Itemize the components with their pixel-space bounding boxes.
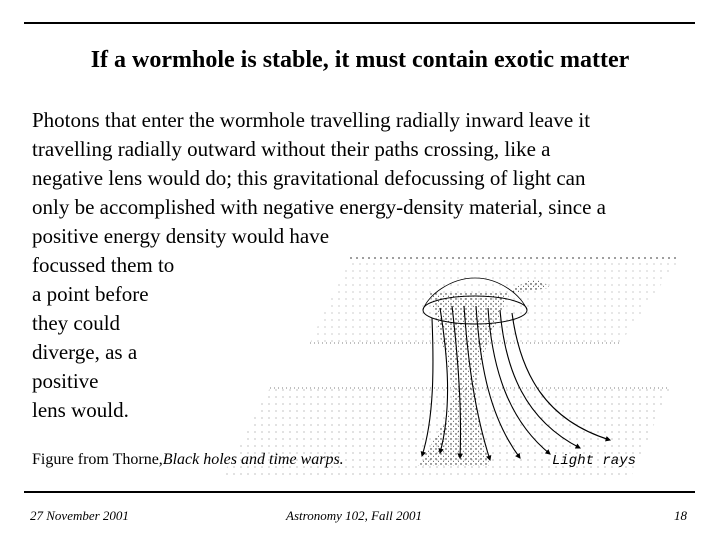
footer-course: Astronomy 102, Fall 2001 xyxy=(286,508,423,523)
body-line-4: only be accomplished with negative energy-density material, since a xyxy=(32,195,607,219)
body-line-9: diverge, as a xyxy=(32,340,138,364)
footer-page-number: 18 xyxy=(674,508,687,523)
body-line-1: Photons that enter the wormhole travelling radially inward leave it xyxy=(32,108,591,132)
body-line-8: they could xyxy=(32,311,121,335)
caption-book-title: Black holes and time warps. xyxy=(162,451,344,468)
body-line-7: a point before xyxy=(32,282,149,306)
body-line-2: travelling radially outward without their paths crossing, like a xyxy=(32,137,551,161)
footer-date: 27 November 2001 xyxy=(30,508,129,523)
slide-title: If a wormhole is stable, it must contain exotic matter xyxy=(90,47,630,73)
body-line-6: focussed them to xyxy=(32,253,175,277)
figure-caption xyxy=(32,450,344,470)
top-rule xyxy=(24,22,695,24)
light-rays-label: Light rays xyxy=(552,453,637,469)
body-line-5: positive energy density would have xyxy=(32,224,330,248)
body-line-10: positive xyxy=(32,369,99,393)
bottom-rule xyxy=(24,491,695,493)
body-line-11: lens would. xyxy=(32,398,129,422)
caption-prefix: Figure from Thorne, xyxy=(32,451,163,468)
body-line-3: negative lens would do; this gravitational defocussing of light can xyxy=(32,166,586,190)
